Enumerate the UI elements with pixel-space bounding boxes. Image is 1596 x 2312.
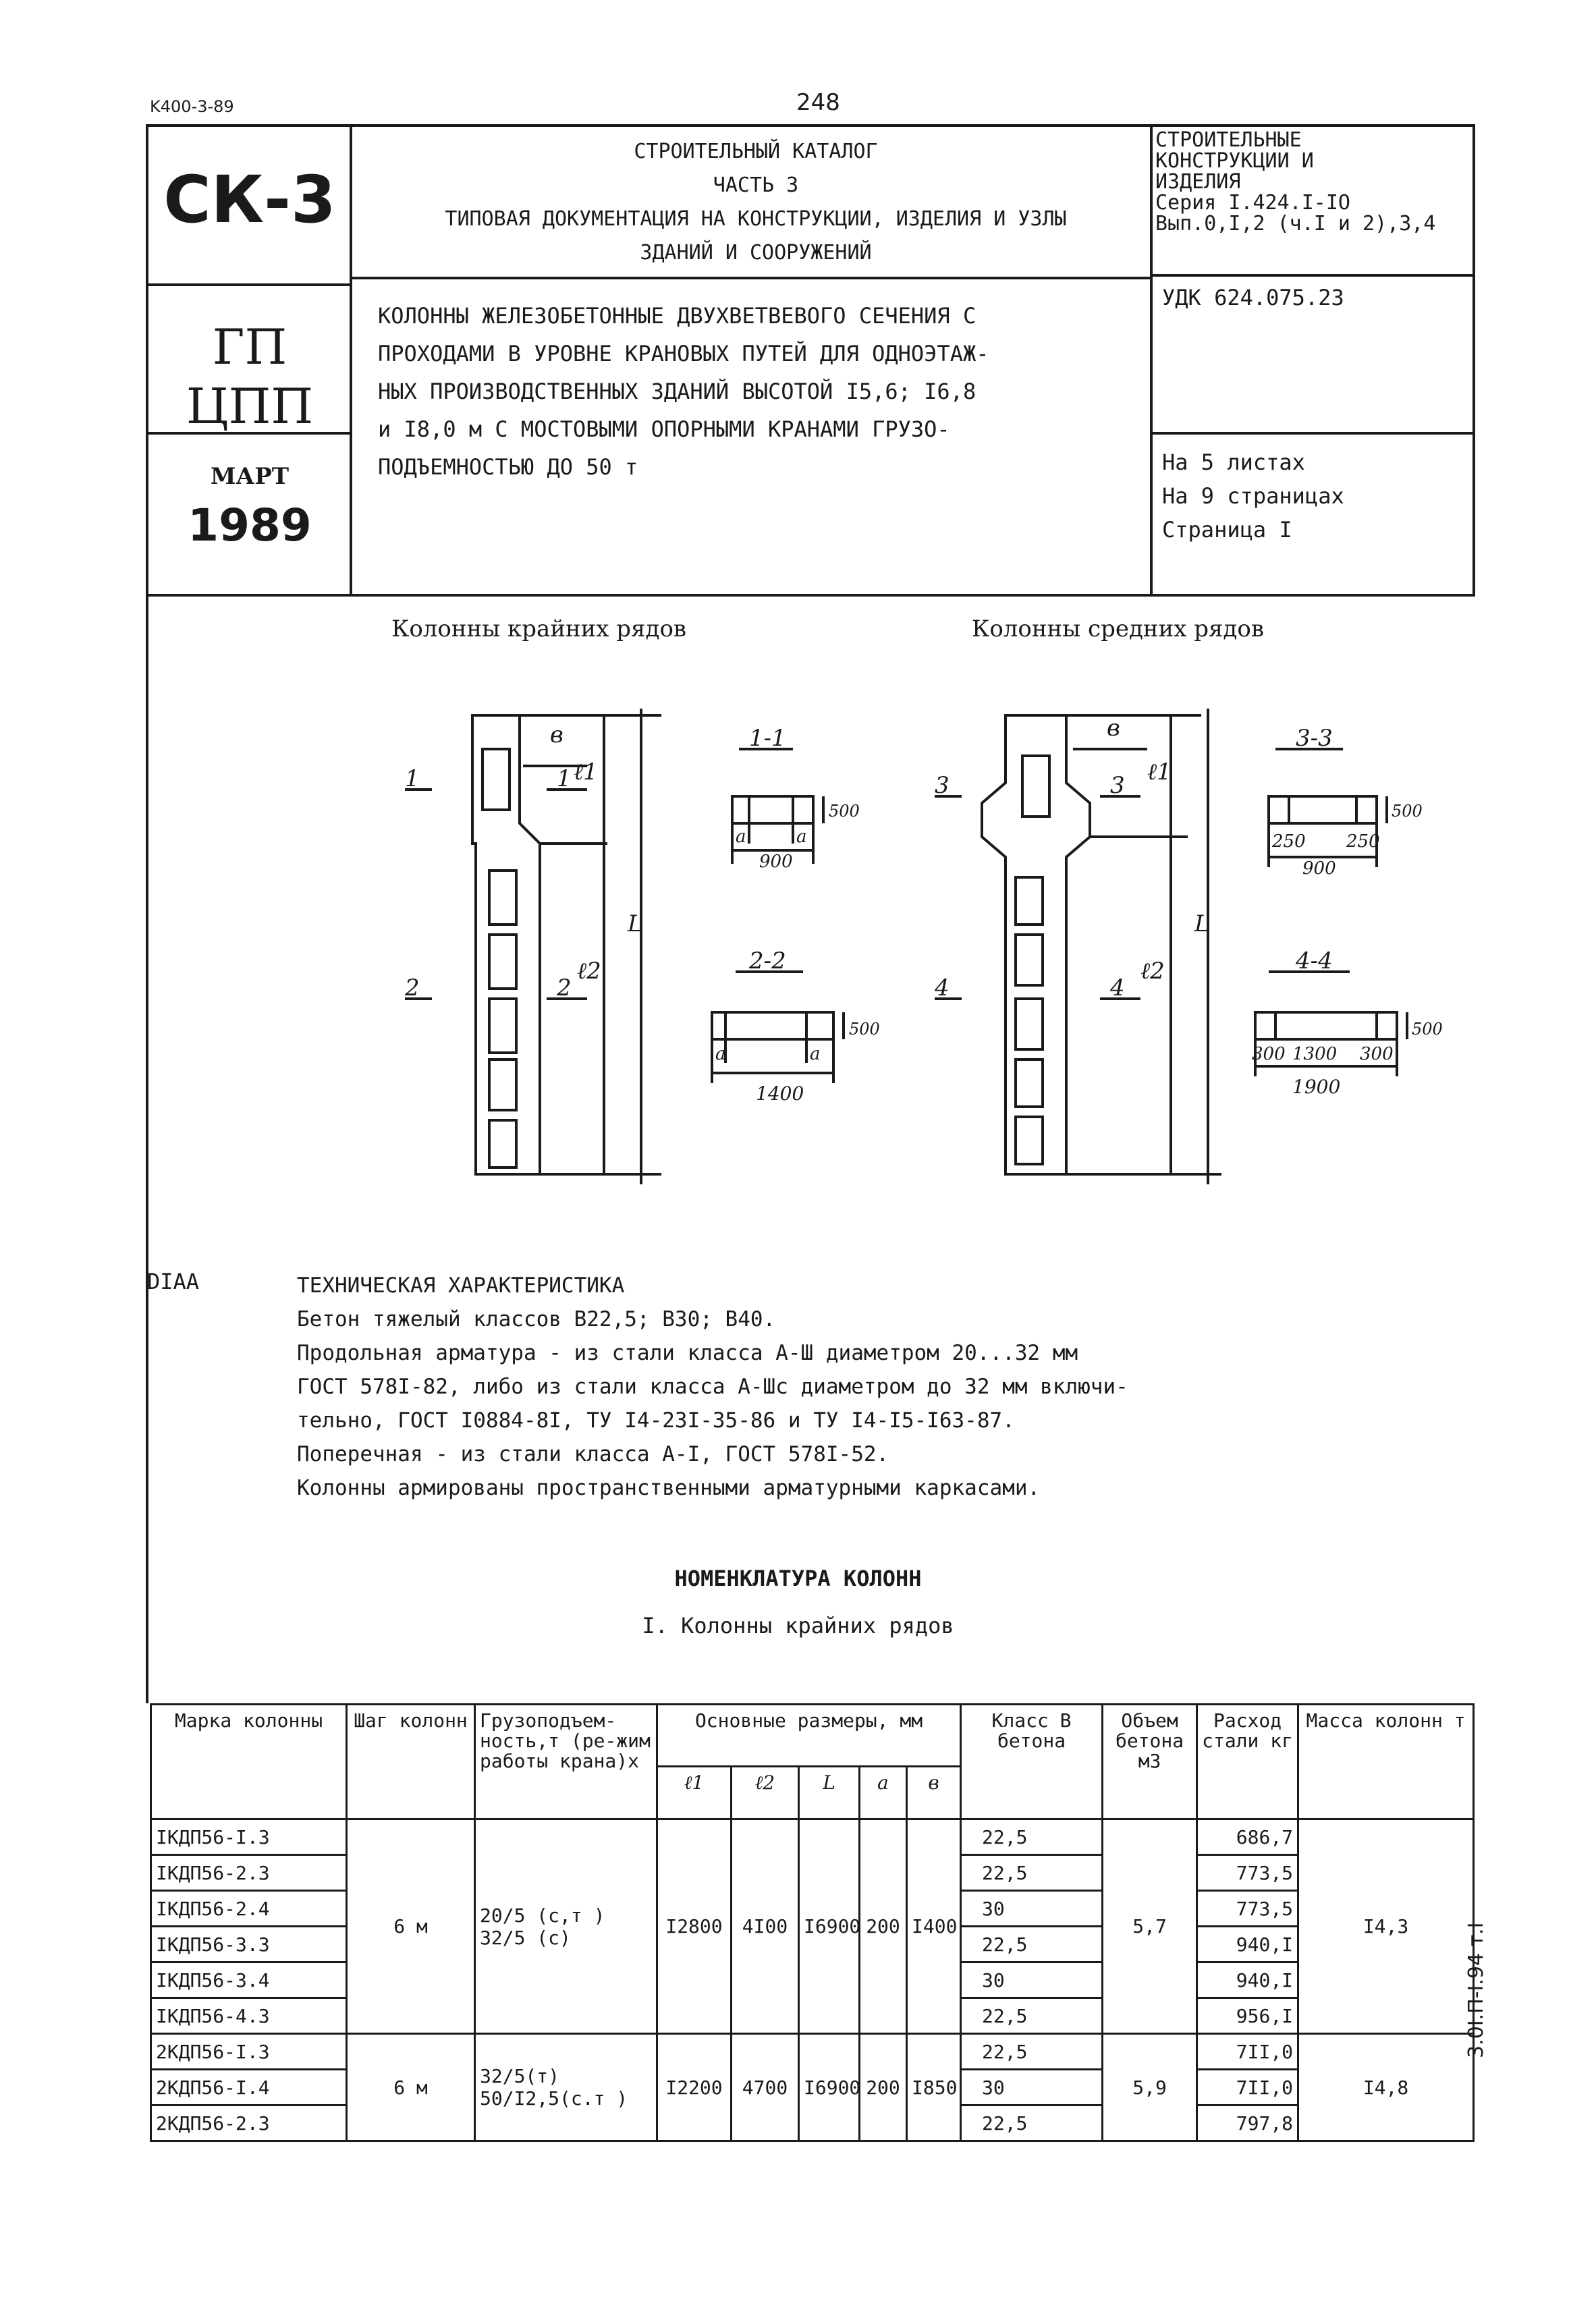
opening xyxy=(489,871,516,925)
capacity-line: 32/5(т) xyxy=(480,2065,560,2087)
title-line: и I8,0 м С МОСТОВЫМИ ОПОРНЫМИ КРАНАМИ ГРУЗО- xyxy=(378,416,950,442)
dim-label: 500 xyxy=(1412,1020,1443,1039)
header-capacity: Грузоподъем-ность,т (ре-жим работы крана)х xyxy=(475,1705,657,1819)
organization xyxy=(150,317,350,436)
series-line: Серия I.424.I-IO xyxy=(1155,191,1350,215)
header-a: а xyxy=(860,1767,907,1819)
capacity-line: 20/5 (с,т ) xyxy=(480,1904,605,1927)
catalog-line: ЧАСТЬ 3 xyxy=(713,173,799,197)
section-mark: 3 xyxy=(935,772,950,799)
series-line: СТРОИТЕЛЬНЫЕ xyxy=(1155,128,1302,152)
section-mark: 2 xyxy=(405,974,420,1001)
catalog-line: ЗДАНИЙ И СООРУЖЕНИЙ xyxy=(640,241,872,265)
capacity-line: 32/5 (с) xyxy=(480,1926,571,1949)
cell-steel: 773,5 xyxy=(1197,1891,1298,1927)
page-number: 248 xyxy=(796,89,840,116)
opening xyxy=(489,1120,516,1167)
cell-class: 22,5 xyxy=(961,1819,1103,1855)
dim-label: ℓ1 xyxy=(574,759,598,786)
udk-code: УДК 624.075.23 xyxy=(1162,285,1344,310)
dim-label: ℓ2 xyxy=(577,958,601,985)
header-volume: Объем бетона м3 xyxy=(1103,1705,1197,1819)
nomenclature-table xyxy=(150,1703,1475,2142)
section-mark: 4 xyxy=(935,974,950,1001)
dim-label: L xyxy=(628,910,643,937)
cell-steel: 940,I xyxy=(1197,1962,1298,1998)
column-drawings xyxy=(0,661,1596,1235)
dim-label: ℓ2 xyxy=(1140,958,1165,985)
issue-month: МАРТ xyxy=(210,463,290,490)
dim-label: 300 xyxy=(1360,1044,1394,1064)
cell-steel: 956,I xyxy=(1197,1998,1298,2034)
dim-label: а xyxy=(810,1044,821,1064)
dim-label: 500 xyxy=(829,802,860,821)
cell-mark: IКДП56-I.3 xyxy=(151,1819,347,1855)
cell-mark: IКДП56-2.4 xyxy=(151,1891,347,1927)
cell-volume: 5,9 xyxy=(1103,2034,1197,2141)
dim-label: 500 xyxy=(1392,802,1423,821)
cell-L: I6900 xyxy=(799,1819,860,2034)
org-line-2: ЦПП xyxy=(186,378,314,435)
series-line: КОНСТРУКЦИИ И xyxy=(1155,149,1314,173)
upper-opening xyxy=(483,749,510,810)
cell-steel: 7II,0 xyxy=(1197,2034,1298,2070)
capacity-line: 50/I2,5(с.т ) xyxy=(480,2087,628,2110)
cell-class: 22,5 xyxy=(961,1998,1103,2034)
catalog-line: ТИПОВАЯ ДОКУМЕНТАЦИЯ НА КОНСТРУКЦИИ, ИЗДЕЛИЯ И УЗЛЫ xyxy=(445,207,1067,231)
document-title xyxy=(378,297,1154,486)
section-mark: 1 xyxy=(405,765,420,792)
section-1-1 xyxy=(732,796,813,823)
cell-l1: I2200 xyxy=(657,2034,732,2141)
table-row xyxy=(151,2034,1474,2070)
section-mark: 3 xyxy=(1110,772,1125,799)
title-line: НЫХ ПРОИЗВОДСТВЕННЫХ ЗДАНИЙ ВЫСОТОЙ I5,6; I6,8 xyxy=(378,379,976,404)
cell-l2: 4I00 xyxy=(732,1819,799,2034)
tech-line: Бетон тяжелый классов В22,5; В30; В40. xyxy=(297,1307,776,1331)
caption-middle-columns: Колонны средних рядов xyxy=(972,615,1264,642)
title-line: ПОДЪЕМНОСТЬЮ ДО 50 т xyxy=(378,454,638,480)
opening xyxy=(1016,1059,1043,1107)
caption-outer-columns: Колонны крайних рядов xyxy=(391,615,687,642)
section-code: DIAA xyxy=(147,1269,200,1294)
cell-class: 22,5 xyxy=(961,1855,1103,1891)
issue-year: 1989 xyxy=(188,499,312,551)
cell-steel: 7II,0 xyxy=(1197,2070,1298,2105)
dim-label: а xyxy=(715,1044,726,1064)
section-title: 2-2 xyxy=(749,947,786,974)
page-index: Страница I xyxy=(1162,517,1292,543)
cell-mass: I4,3 xyxy=(1298,1819,1474,2034)
tech-heading: ТЕХНИЧЕСКАЯ ХАРАКТЕРИСТИКА xyxy=(297,1273,625,1298)
cell-steel: 686,7 xyxy=(1197,1819,1298,1855)
cell-steel: 940,I xyxy=(1197,1927,1298,1962)
section-2-2 xyxy=(712,1012,833,1039)
technical-characteristic xyxy=(297,1269,1174,1505)
tech-line: Поперечная - из стали класса А-I, ГОСТ 578I-52. xyxy=(297,1442,889,1466)
nomenclature-heading: НОМЕНКЛАТУРА КОЛОНН xyxy=(674,1566,922,1591)
header-l1: ℓ1 xyxy=(657,1767,732,1819)
dim-label: 1900 xyxy=(1292,1076,1341,1098)
cell-mark: IКДП56-3.3 xyxy=(151,1927,347,1962)
cell-L: I6900 xyxy=(799,2034,860,2141)
cell-capacity xyxy=(475,2034,657,2141)
title-line: ПРОХОДАМИ В УРОВНЕ КРАНОВЫХ ПУТЕЙ ДЛЯ ОДНОЭТАЖ- xyxy=(378,341,989,366)
dim-label: 900 xyxy=(1302,858,1336,879)
dim-label: а xyxy=(736,827,746,847)
opening xyxy=(1016,877,1043,925)
header-steel: Расход стали кг xyxy=(1197,1705,1298,1819)
dim-label: ℓ1 xyxy=(1147,759,1172,786)
section-3-3 xyxy=(1269,796,1377,823)
header-l2: ℓ2 xyxy=(732,1767,799,1819)
cell-steel: 797,8 xyxy=(1197,2105,1298,2141)
dim-label: а xyxy=(796,827,807,847)
cell-class: 22,5 xyxy=(961,1927,1103,1962)
dim-label: 1400 xyxy=(756,1082,804,1105)
opening xyxy=(489,1059,516,1110)
cell-l2: 4700 xyxy=(732,2034,799,2141)
cell-step: 6 м xyxy=(347,1819,475,2034)
header-dims: Основные размеры, мм xyxy=(657,1705,961,1767)
section-title: 3-3 xyxy=(1296,725,1333,752)
section-mark: 4 xyxy=(1110,974,1125,1001)
cell-a: 200 xyxy=(860,1819,907,2034)
sheets-count: На 5 листах xyxy=(1162,449,1305,475)
dim-label: 900 xyxy=(759,852,793,872)
section-mark: 2 xyxy=(557,974,572,1001)
opening xyxy=(489,999,516,1053)
tech-line: тельно, ГОСТ I0884-8I, ТУ I4-23I-35-86 и ТУ I4-I5-I63-87. xyxy=(297,1408,1015,1433)
table-header-row xyxy=(151,1705,1474,1767)
document-code: K400-3-89 xyxy=(150,97,234,116)
header-class: Класс В бетона xyxy=(961,1705,1103,1819)
header-b: в xyxy=(907,1767,961,1819)
cell-step: 6 м xyxy=(347,2034,475,2141)
cell-mass: I4,8 xyxy=(1298,2034,1474,2141)
dim-label: 250 xyxy=(1272,831,1306,852)
opening xyxy=(1016,999,1043,1049)
dim-label: 300 xyxy=(1252,1044,1286,1064)
cell-steel: 773,5 xyxy=(1197,1855,1298,1891)
cell-capacity xyxy=(475,1819,657,2034)
dim-label: L xyxy=(1194,910,1210,937)
cell-class: 30 xyxy=(961,1962,1103,1998)
series-line: Вып.0,I,2 (ч.I и 2),3,4 xyxy=(1155,212,1436,236)
catalog-title xyxy=(364,135,1147,270)
cell-class: 22,5 xyxy=(961,2105,1103,2141)
cell-mark: 2КДП56-I.3 xyxy=(151,2034,347,2070)
cell-mark: IКДП56-4.3 xyxy=(151,1998,347,2034)
series-info xyxy=(1155,130,1473,234)
upper-opening xyxy=(1022,756,1049,817)
dim-label: 1300 xyxy=(1292,1044,1338,1064)
dim-label: в xyxy=(550,721,563,748)
table-row xyxy=(151,1819,1474,1855)
header-L: L xyxy=(799,1767,860,1819)
opening xyxy=(489,935,516,989)
tech-line: Продольная арматура - из стали класса А-Ш диаметром 20...32 мм xyxy=(297,1341,1078,1365)
series-line: ИЗДЕЛИЯ xyxy=(1155,170,1241,194)
cell-mark: 2КДП56-2.3 xyxy=(151,2105,347,2141)
opening xyxy=(1016,935,1043,985)
header-mark: Марка колонны xyxy=(151,1705,347,1819)
dim-label: 500 xyxy=(849,1020,880,1039)
section-title: 1-1 xyxy=(749,725,786,752)
catalog-line: СТРОИТЕЛЬНЫЙ КАТАЛОГ xyxy=(634,140,878,163)
tech-line: Колонны армированы пространственными арматурными каркасами. xyxy=(297,1476,1041,1500)
section-title: 4-4 xyxy=(1296,947,1333,974)
side-code: 3.0I.П-I.94 т.I xyxy=(1464,1922,1488,2058)
dim-label: 250 xyxy=(1346,831,1380,852)
cell-volume: 5,7 xyxy=(1103,1819,1197,2034)
cell-class: 30 xyxy=(961,2070,1103,2105)
title-line: КОЛОННЫ ЖЕЛЕЗОБЕТОННЫЕ ДВУХВЕТВЕВОГО СЕЧЕНИЯ С xyxy=(378,303,976,329)
pages-count: На 9 страницах xyxy=(1162,483,1344,509)
cell-mark: IКДП56-3.4 xyxy=(151,1962,347,1998)
cell-a: 200 xyxy=(860,2034,907,2141)
cell-mark: 2КДП56-I.4 xyxy=(151,2070,347,2105)
cell-b: I400 xyxy=(907,1819,961,2034)
section-mark: 1 xyxy=(557,765,572,792)
sheet-info xyxy=(1162,445,1344,547)
opening xyxy=(1016,1117,1043,1164)
dim-label: в xyxy=(1107,715,1120,742)
catalog-code: СК-3 xyxy=(163,162,336,238)
org-line-1: ГП xyxy=(212,319,287,375)
cell-l1: I2800 xyxy=(657,1819,732,2034)
tech-line: ГОСТ 578I-82, либо из стали класса А-Шс диаметром до 32 мм включи- xyxy=(297,1375,1128,1399)
header-step: Шаг колонн xyxy=(347,1705,475,1819)
cell-b: I850 xyxy=(907,2034,961,2141)
cell-class: 22,5 xyxy=(961,2034,1103,2070)
cell-class: 30 xyxy=(961,1891,1103,1927)
nomenclature-subheading: I. Колонны крайних рядов xyxy=(642,1613,954,1639)
header-mass: Масса колонн т xyxy=(1298,1705,1474,1819)
cell-mark: IКДП56-2.3 xyxy=(151,1855,347,1891)
